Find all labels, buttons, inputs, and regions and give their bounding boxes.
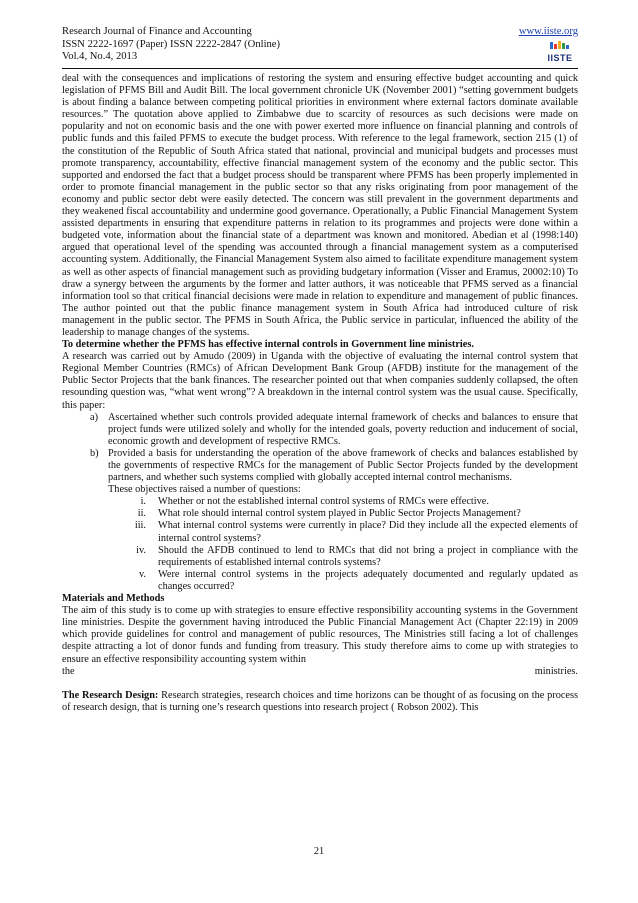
page-header: [62, 26, 578, 64]
list-marker: iii.: [134, 520, 146, 532]
list-item-text: Whether or not the established internal control systems of RMCs were effective.: [158, 496, 489, 508]
header-divider: [62, 68, 578, 69]
list-item-text: Ascertained whether such controls provided adequate internal framework of checks and balances to ensure that project funds were utilized solely and wholly for the intended goals, poverty reduction and inducement of social, economic growth and development of respective RMCs.: [108, 411, 578, 447]
paragraph-amudo-research: A research was carried out by Amudo (2009) in Uganda with the objective of evaluating the internal control system that Regional Member Countries (RMCs) of African Development Bank Group (AFDB) institute for the management of the Public Sector Projects that the bank finances. The researcher pointed out that when companies suddenly collapsed, the often resounding question was, “what went wrong”? A breakdown in the internal control system was the usual cause. Specifically, this paper:: [62, 351, 578, 411]
paragraph-research-design: [62, 690, 578, 714]
last-line-left-word: the: [62, 665, 75, 677]
list-item-text: Provided a basis for understanding the operation of the above framework of checks and balances established by the governments of respective RMCs for the management of Public Sector Projects funded by the development partners, and whether such systems complied with globally accepted internal control mechanisms.: [108, 447, 578, 484]
journal-volume: Vol.4, No.4, 2013: [62, 51, 138, 63]
list-marker: iv.: [136, 544, 146, 556]
header-right: [519, 26, 578, 67]
journal-url-link[interactable]: www.iiste.org: [518, 26, 578, 37]
list-item-text: What internal control systems were currently in place? Did they include all the expected elements of internal control systems?: [158, 520, 578, 544]
list-item-text: Should the AFDB continued to lend to RMCs that did not bring a project in compliance with the requirements of established internal controls systems?: [158, 544, 578, 568]
paragraph-study-aim: The aim of this study is to come up with strategies to ensure effective responsibility accounting systems in the Government line ministries. Despite the government having introduced the Public Financial Management Act (Chapter 22:19) in 2009 which provide guidelines for control and management of public resources, The Ministries still facing a lot of challenges despite attracting a lot of donor funds and funding from treasury. This study therefore aims to come up with strategies to ensure an effective responsibility accounting system within: [62, 605, 578, 665]
objectives-list: [62, 412, 578, 485]
list-marker: i.: [140, 496, 146, 508]
research-design-lead: The Research Design:: [62, 689, 159, 701]
page-number: 21: [313, 846, 325, 857]
journal-issn: ISSN 2222-1697 (Paper) ISSN 2222-2847 (Online): [62, 38, 281, 50]
list-item: [62, 569, 578, 593]
questions-intro: These objectives raised a number of questions:: [108, 484, 301, 496]
list-marker: ii.: [137, 508, 146, 520]
section-heading-internal-controls: To determine whether the PFMS has effective internal controls in Government line ministries.: [62, 339, 474, 351]
list-item: [62, 520, 578, 544]
svg-text:IISTE: IISTE: [547, 52, 573, 63]
last-line-right-word: ministries.: [534, 665, 578, 677]
list-marker: b): [90, 447, 99, 459]
list-item: [62, 412, 578, 448]
list-item-text: What role should internal control system played in Public Sector Projects Management?: [158, 508, 521, 520]
research-design-text: Research strategies, research choices and time horizons can be thought of as focusing on the process of research design, that is turning one’s research questions into research project ( Robson 2002). This: [62, 689, 578, 713]
list-item: [62, 448, 578, 484]
paragraph-gap: [62, 678, 578, 690]
paragraph-study-aim-last-line: [62, 666, 578, 678]
paragraph-pfms-context: deal with the consequences and implications of restoring the system and ensuring effective budget accounting and quick legislation of PFMS Bill and Audit Bill. The local government chronicle UK (November 2001) “setting government budgets is about finding a balance between competing political priorities in environment where external factors dominate available resources.” The quotation above applied to Zimbabwe due to scarcity of resources as such decisions were made on popularity and not on economic basis and the one with power exerted more influence on financial planning and controls of public funds and this failed PFMS to execute the budget process. With reference to the legal framework, section 215 (1) of the constitution of the Republic of South Africa stated that national, provincial and municipal budgets and processes must promote transparency, accountability, effective financial management system of the economy and the public sector. This supported and endorsed the fact that a budget process should be transparent where PFMS has been properly implemented in order to promote financial management in the public sector so that any risks originating from poor management of the economy and public sector debt were easily detected. The concern was still prevalent in the government departments and they weakened fiscal accountability and undermine good governance. Operationally, a Public Financial Management System assisted departments in ensuring that expenditure patterns in relation to its programmes and projects were done within a budgeted vote, information about the financial state of a department was known and monitored. Abedian et al (1998:140) argued that operational level of the spending was accounted through a financial management system as a computerised accounting system. Additionally, the Financial Management System also aimed to facilitate expenditure management system as well as other aspects of financial management such as providing budgetary information (Visser and Eramus, 20002:10) To draw a synergy between the arguments by the former and latter authors, it was noticeable that PFMS served as a financial information tool so that critical financial decisions were made in relation to expenditure and management of public finances. The author pointed out that the public finance management system in South Africa had introduced culture of risk management in the public sector. The PFMS in South Africa, the Public service in particular, influenced the ability of the leadership to manage changes of the systems.: [62, 73, 578, 338]
iiste-logo: [542, 41, 578, 68]
section-heading-materials-methods: Materials and Methods: [62, 593, 165, 605]
journal-title: Research Journal of Finance and Accounting: [62, 26, 252, 37]
journal-info: [62, 26, 578, 64]
questions-list: [62, 496, 578, 593]
list-item: [62, 508, 578, 520]
list-item-text: Were internal control systems in the projects adequately documented and regularly updated as changes occurred?: [158, 568, 578, 592]
list-marker: a): [90, 411, 98, 423]
article-body: [62, 73, 578, 714]
list-item: [62, 545, 578, 569]
list-marker: v.: [138, 568, 146, 580]
list-item: [62, 496, 578, 508]
